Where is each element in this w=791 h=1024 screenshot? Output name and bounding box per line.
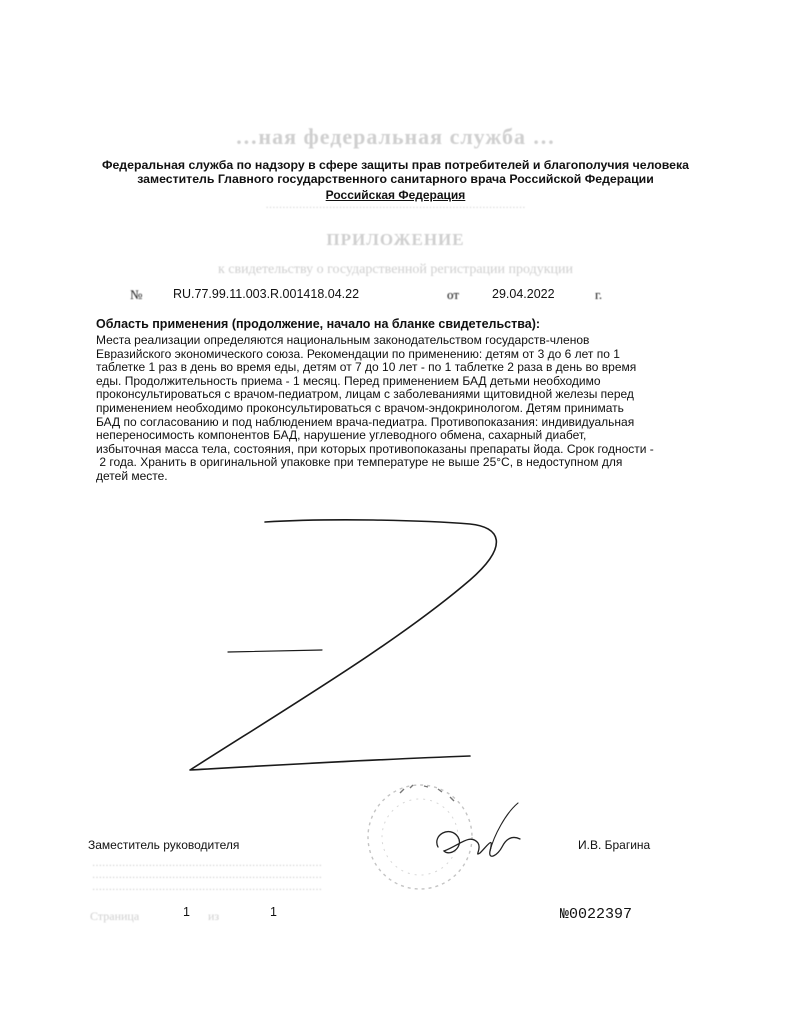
body-line: проконсультироваться с врачом-педиатром, лицам с заболеваниями щитовидной железы перед (96, 387, 634, 402)
body-line: Евразийского экономического союза. Рекомендации по применению: детям от 3 до 6 лет по 1 (96, 346, 620, 361)
body-line: Места реализации определяются национальным законодательством государств-членов (96, 333, 590, 347)
print-note-line: …………………………………………………………… (92, 858, 322, 869)
address-line: …………………………………………………………………… (265, 200, 526, 211)
body-line: БАД по согласованию и под наблюдением врача-педиатра. Противопоказания: индивидуальная (96, 414, 635, 429)
body-line: применением необходимо проконсультироваться с врачом-эндокринологом. Детям принимать (96, 400, 624, 415)
registration-number: RU.77.99.11.003.R.001418.04.22 (173, 287, 360, 301)
signatory-position: Заместитель руководителя (88, 838, 240, 852)
page-current: 1 (183, 905, 190, 919)
body-line: таблетке 1 раз в день во время еды, детям от 7 до 10 лет - по 1 таблетке 2 раза в день во время (96, 360, 637, 375)
country: Российская Федерация (325, 188, 466, 202)
page-total: 1 (270, 905, 277, 919)
print-note-line: …………………………………………………………… (92, 882, 322, 893)
year-suffix: г. (595, 287, 603, 302)
reg-number-prefix: № (130, 287, 143, 302)
section-title: Область применения (продолжение, начало на бланке свидетельства): (96, 317, 541, 331)
print-note-line: …………………………………………………………… (92, 870, 322, 881)
handwritten-signature-icon (420, 795, 530, 880)
print-notes (92, 858, 322, 894)
document-number: №0022397 (560, 906, 633, 923)
registration-date: 29.04.2022 (492, 287, 555, 301)
body-line: 2 года. Хранить в оригинальной упаковке при температуре не выше 25°С, в недоступном для (96, 455, 623, 470)
body-line: еды. Продолжительность приема - 1 месяц. Перед применением БАД детьми необходимо (96, 373, 601, 388)
page-of: из (208, 909, 220, 923)
appendix-title: ПРИЛОЖЕНИЕ (326, 230, 465, 249)
body-line: непереносимость компонентов БАД, нарушение углеводного обмена, сахарный диабет, (96, 428, 587, 443)
body-line: избыточная масса тела, состояния, при которых противопоказаны препараты йода. Срок годности - (96, 441, 654, 456)
date-prefix: от (447, 287, 460, 302)
official-line: заместитель Главного государственного санитарного врача Российской Федерации (137, 172, 654, 186)
org-title: …ная федеральная служба … (235, 124, 556, 149)
body-line: детей месте. (96, 468, 168, 483)
appendix-subtitle: к свидетельству о государственной регистрации продукции (217, 262, 574, 277)
page-label: Страница (90, 909, 140, 923)
signatory-name: И.В. Брагина (578, 838, 651, 852)
agency-line: Федеральная служба по надзору в сфере защиты прав потребителей и благополучия человека (101, 158, 690, 172)
